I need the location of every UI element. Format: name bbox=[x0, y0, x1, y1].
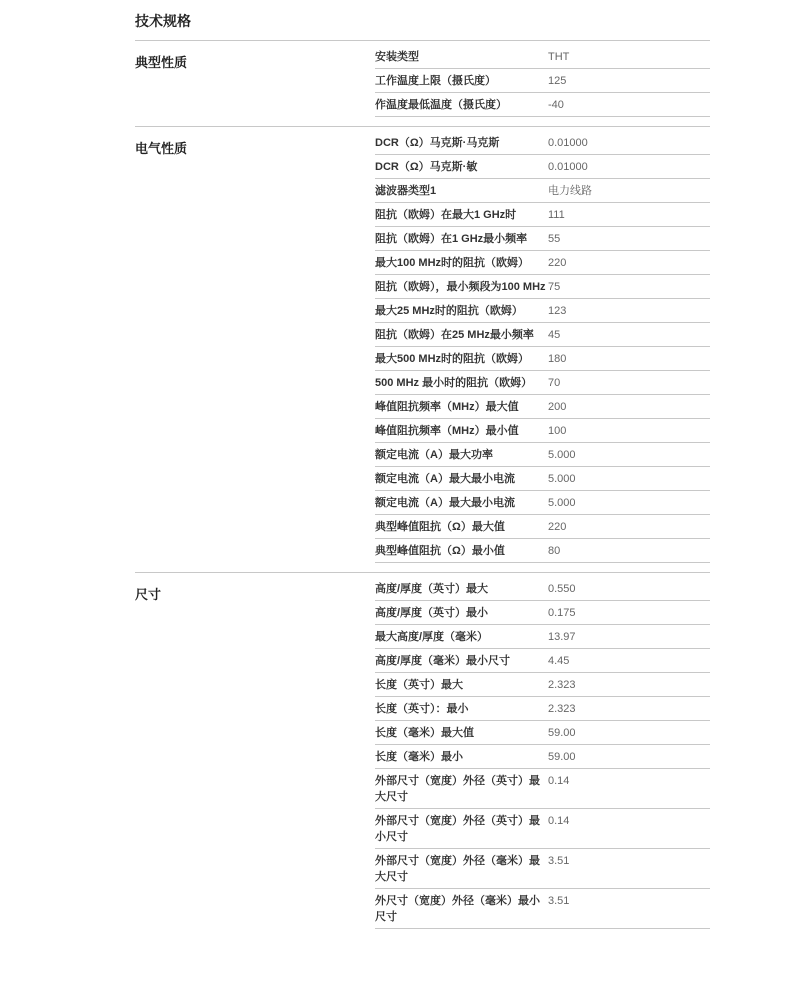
spec-value: 123 bbox=[548, 305, 567, 317]
spec-value: 2.323 bbox=[548, 679, 576, 691]
spec-value: 5.000 bbox=[548, 449, 576, 461]
spec-key: 500 MHz 最小时的阻抗（欧姆） bbox=[375, 377, 533, 389]
spec-row bbox=[375, 889, 710, 929]
spec-section bbox=[135, 127, 710, 573]
spec-value: 电力线路 bbox=[548, 185, 592, 197]
spec-value: 13.97 bbox=[548, 631, 576, 643]
spec-value: 180 bbox=[548, 353, 567, 365]
spec-row bbox=[375, 601, 710, 625]
spec-key: 外部尺寸（宽度）外径（毫米）最大尺寸 bbox=[375, 855, 540, 883]
spec-key: 最大500 MHz时的阻抗（欧姆） bbox=[375, 353, 530, 365]
spec-row bbox=[375, 131, 710, 155]
spec-key: 额定电流（A）最大最小电流 bbox=[375, 473, 515, 485]
spec-value: 200 bbox=[548, 401, 567, 413]
spec-row bbox=[375, 45, 710, 69]
spec-key: 峰值阻抗频率（MHz）最小值 bbox=[375, 425, 519, 437]
spec-row bbox=[375, 371, 710, 395]
spec-key: 外尺寸（宽度）外径（毫米）最小尺寸 bbox=[375, 895, 540, 923]
spec-row bbox=[375, 155, 710, 179]
spec-key: 典型峰值阻抗（Ω）最小值 bbox=[375, 545, 505, 557]
spec-value: THT bbox=[548, 51, 570, 63]
spec-value: 0.550 bbox=[548, 583, 576, 595]
page-title: 技术规格 bbox=[135, 12, 710, 41]
spec-value: 55 bbox=[548, 233, 561, 245]
spec-key: 典型峰值阻抗（Ω）最大值 bbox=[375, 521, 505, 533]
spec-row bbox=[375, 539, 710, 563]
spec-key: 外部尺寸（宽度）外径（英寸）最大尺寸 bbox=[375, 775, 540, 803]
spec-key: 安装类型 bbox=[375, 51, 419, 63]
spec-key: 最大25 MHz时的阻抗（欧姆） bbox=[375, 305, 523, 317]
section-label: 典型性质 bbox=[135, 55, 188, 70]
spec-row bbox=[375, 69, 710, 93]
spec-row bbox=[375, 673, 710, 697]
spec-value: 4.45 bbox=[548, 655, 570, 667]
spec-row bbox=[375, 625, 710, 649]
spec-value: 220 bbox=[548, 257, 567, 269]
spec-key: 长度（毫米）最小 bbox=[375, 751, 463, 763]
spec-row bbox=[375, 395, 710, 419]
spec-value: 5.000 bbox=[548, 497, 576, 509]
spec-value: 2.323 bbox=[548, 703, 576, 715]
spec-row bbox=[375, 745, 710, 769]
spec-value: 125 bbox=[548, 75, 567, 87]
spec-key: 阻抗（欧姆）在25 MHz最小频率 bbox=[375, 329, 534, 341]
spec-key: 阻抗（欧姆）在最大1 GHz时 bbox=[375, 209, 517, 221]
spec-row bbox=[375, 649, 710, 673]
spec-row bbox=[375, 251, 710, 275]
spec-value: 3.51 bbox=[548, 895, 570, 907]
spec-value: 111 bbox=[548, 209, 565, 221]
spec-row bbox=[375, 347, 710, 371]
spec-row bbox=[375, 577, 710, 601]
spec-row bbox=[375, 697, 710, 721]
spec-row bbox=[375, 299, 710, 323]
spec-row bbox=[375, 491, 710, 515]
spec-row bbox=[375, 443, 710, 467]
spec-key: 最大100 MHz时的阻抗（欧姆） bbox=[375, 257, 530, 269]
spec-value: 0.01000 bbox=[548, 137, 588, 149]
section-label: 电气性质 bbox=[135, 141, 188, 156]
spec-key: 高度/厚度（英寸）最大 bbox=[375, 583, 489, 595]
spec-value: 3.51 bbox=[548, 855, 570, 867]
spec-value: 70 bbox=[548, 377, 561, 389]
spec-key: 额定电流（A）最大最小电流 bbox=[375, 497, 515, 509]
specs-panel bbox=[135, 12, 710, 938]
spec-key: 作温度最低温度（摄氏度） bbox=[375, 99, 507, 111]
spec-key: 工作温度上限（摄氏度） bbox=[375, 75, 496, 87]
spec-key: DCR（Ω）马克斯·马克斯 bbox=[375, 137, 500, 149]
spec-key: 最大高度/厚度（毫米） bbox=[375, 631, 489, 643]
spec-key: DCR（Ω）马克斯·敏 bbox=[375, 161, 478, 173]
spec-value: 0.14 bbox=[548, 815, 570, 827]
spec-value: 59.00 bbox=[548, 751, 576, 763]
spec-row bbox=[375, 769, 710, 809]
spec-key: 高度/厚度（英寸）最小 bbox=[375, 607, 489, 619]
spec-value: 0.175 bbox=[548, 607, 576, 619]
spec-value: 0.14 bbox=[548, 775, 570, 787]
spec-key: 外部尺寸（宽度）外径（英寸）最小尺寸 bbox=[375, 815, 540, 843]
spec-row bbox=[375, 419, 710, 443]
spec-row bbox=[375, 849, 710, 889]
spec-key: 阻抗（欧姆），最小频段为100 MHz bbox=[375, 281, 546, 293]
spec-table bbox=[375, 45, 710, 117]
spec-key: 滤波器类型1 bbox=[375, 185, 437, 197]
spec-row bbox=[375, 467, 710, 491]
spec-key: 长度（毫米）最大值 bbox=[375, 727, 474, 739]
spec-value: 5.000 bbox=[548, 473, 576, 485]
spec-value: 75 bbox=[548, 281, 561, 293]
spec-row bbox=[375, 515, 710, 539]
spec-row bbox=[375, 275, 710, 299]
spec-row bbox=[375, 323, 710, 347]
spec-row bbox=[375, 809, 710, 849]
spec-row bbox=[375, 721, 710, 745]
spec-table bbox=[375, 577, 710, 929]
spec-key: 额定电流（A）最大功率 bbox=[375, 449, 493, 461]
spec-value: 80 bbox=[548, 545, 561, 557]
spec-table bbox=[375, 131, 710, 563]
section-label: 尺寸 bbox=[135, 587, 162, 602]
spec-value: 45 bbox=[548, 329, 561, 341]
spec-key: 高度/厚度（毫米）最小尺寸 bbox=[375, 655, 511, 667]
spec-key: 长度（英寸）最大 bbox=[375, 679, 463, 691]
spec-row bbox=[375, 93, 710, 117]
spec-key: 阻抗（欧姆）在1 GHz最小频率 bbox=[375, 233, 528, 245]
spec-value: -40 bbox=[548, 99, 564, 111]
spec-value: 100 bbox=[548, 425, 567, 437]
spec-row bbox=[375, 227, 710, 251]
spec-row bbox=[375, 203, 710, 227]
spec-key: 长度（英寸）：最小 bbox=[375, 703, 469, 715]
spec-key: 峰值阻抗频率（MHz）最大值 bbox=[375, 401, 519, 413]
spec-value: 0.01000 bbox=[548, 161, 588, 173]
spec-value: 59.00 bbox=[548, 727, 576, 739]
spec-value: 220 bbox=[548, 521, 567, 533]
spec-section bbox=[135, 573, 710, 938]
spec-row bbox=[375, 179, 710, 203]
spec-section bbox=[135, 41, 710, 127]
